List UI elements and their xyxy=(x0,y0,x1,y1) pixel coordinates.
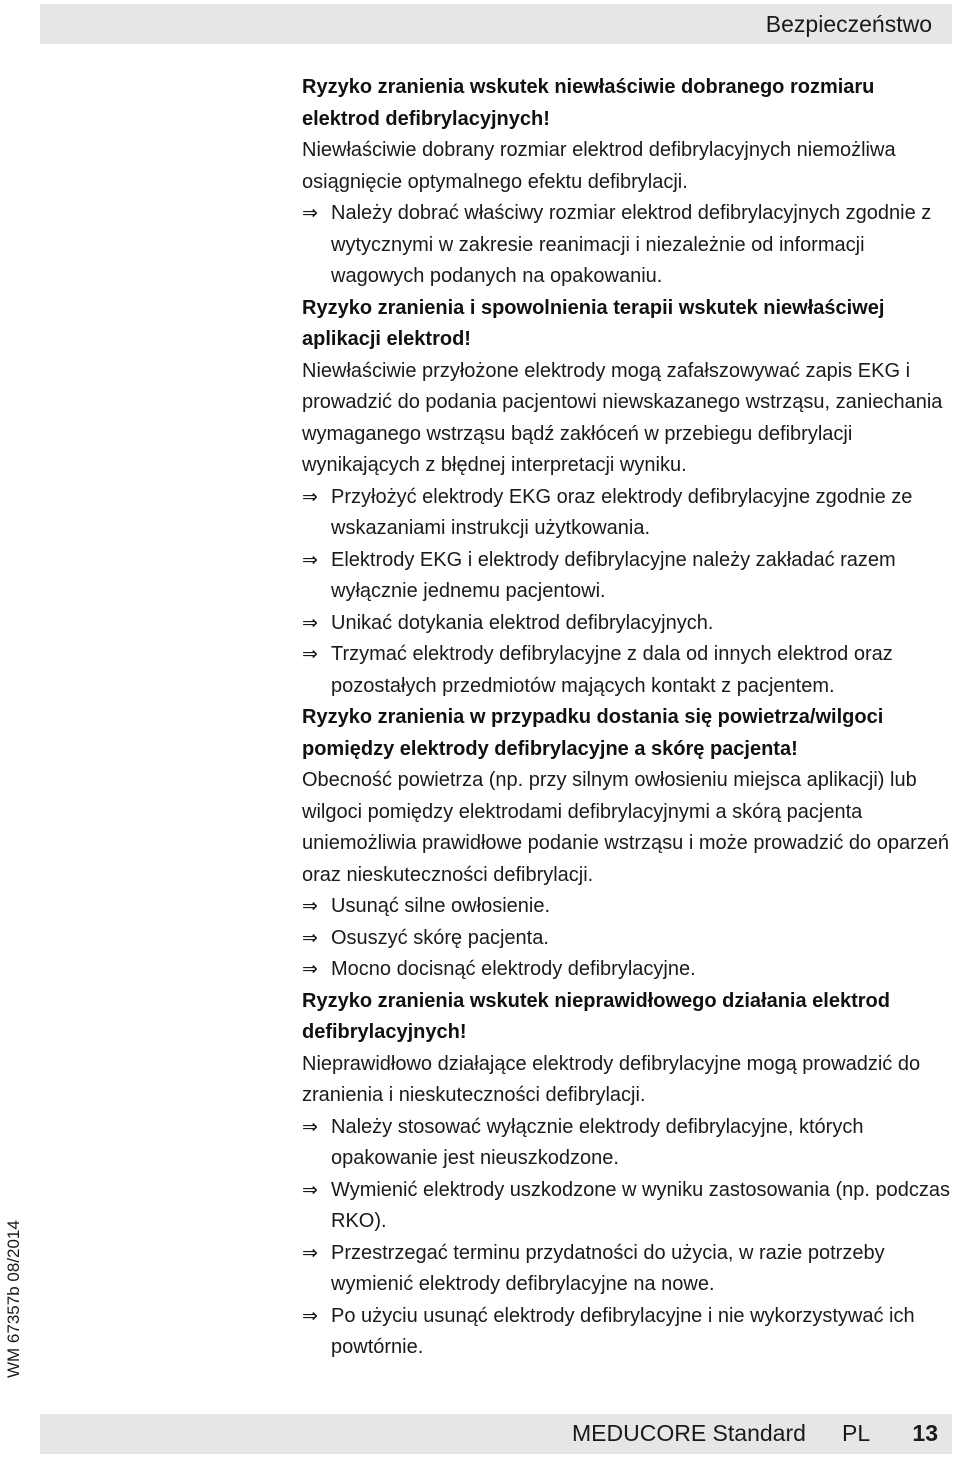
header-bar xyxy=(40,4,952,44)
warning-title: Ryzyko zranienia w przypadku dostania się powietrza/wilgoci pomiędzy elektrody defibrylacyjne a skórę pacjenta! xyxy=(302,706,884,760)
step-text: Przestrzegać terminu przydatności do użycia, w razie potrzeby wymienić elektrody defibrylacyjne na nowe. xyxy=(331,1241,885,1295)
arrow-icon: ⇒ xyxy=(302,1241,318,1264)
instruction-step xyxy=(302,639,954,702)
instruction-step xyxy=(302,482,954,545)
arrow-icon: ⇒ xyxy=(302,1304,318,1327)
arrow-icon: ⇒ xyxy=(302,643,318,665)
warning-description: Nieprawidłowo działające elektrody defibrylacyjne mogą prowadzić do zranienia i nieskuteczności defibrylacji. xyxy=(302,1052,921,1106)
instruction-step xyxy=(302,891,954,923)
instruction-step xyxy=(302,1301,954,1364)
instruction-step xyxy=(302,1238,954,1301)
step-text: Unikać dotykania elektrod defibrylacyjnych. xyxy=(331,611,714,634)
step-text: Mocno docisnąć elektrody defibrylacyjne. xyxy=(331,958,696,980)
step-text: Przyłożyć elektrody EKG oraz elektrody defibrylacyjne zgodnie ze wskazaniami instrukcji użytkowania. xyxy=(331,485,913,539)
warning-description: Obecność powietrza (np. przy silnym owłosieniu miejsca aplikacji) lub wilgoci pomiędzy elektrodami defibrylacyjnymi a skórą pacjenta uniemożliwia prawidłowe podanie wstrząsu i może prowadzić do oparzeń oraz nieskuteczności defibrylacji. xyxy=(302,769,949,886)
step-text: Usunąć silne owłosienie. xyxy=(331,895,551,917)
content xyxy=(302,72,954,1364)
warning-title: Ryzyko zranienia wskutek nieprawidłowego działania elektrod defibrylacyjnych! xyxy=(302,989,890,1043)
document-code: WM 67357b 08/2014 xyxy=(4,1220,23,1378)
step-text: Należy stosować wyłącznie elektrody defibrylacyjne, których opakowanie jest nieuszkodzone. xyxy=(331,1115,864,1169)
language-code: PL xyxy=(842,1420,871,1446)
instruction-step xyxy=(302,954,954,986)
step-text: Osuszyć skórę pacjenta. xyxy=(331,926,549,949)
step-text: Wymienić elektrody uszkodzone w wyniku zastosowania (np. podczas RKO). xyxy=(331,1178,950,1232)
arrow-icon: ⇒ xyxy=(302,548,318,571)
arrow-icon: ⇒ xyxy=(302,895,318,917)
instruction-step xyxy=(302,1175,954,1238)
instruction-step xyxy=(302,1112,954,1175)
step-text: Elektrody EKG i elektrody defibrylacyjne należy zakładać razem wyłącznie jednemu pacjentowi. xyxy=(331,548,896,602)
step-text: Należy dobrać właściwy rozmiar elektrod defibrylacyjnych zgodnie z wytycznymi w zakresie reanimacji i niezależnie od informacji wagowych podanych na opakowaniu. xyxy=(331,202,932,287)
warning-block xyxy=(302,72,954,293)
instruction-step xyxy=(302,923,954,955)
step-text: Trzymać elektrody defibrylacyjne z dala od innych elektrod oraz pozostałych przedmiotów mających kontakt z pacjentem. xyxy=(331,643,893,697)
warning-description: Niewłaściwie przyłożone elektrody mogą zafałszowywać zapis EKG i prowadzić do podania pacjentowi niewskazanego wstrząsu, zaniechania wymaganego wstrząsu bądź zakłóceń w przebiegu defibrylacji wynikających z błędnej interpretacji wyniku. xyxy=(302,359,943,476)
arrow-icon: ⇒ xyxy=(302,958,318,980)
arrow-icon: ⇒ xyxy=(302,1115,318,1138)
page-number: 13 xyxy=(912,1420,938,1446)
instruction-step xyxy=(302,198,954,293)
warning-block xyxy=(302,986,954,1364)
instruction-step xyxy=(302,608,954,640)
warning-title: Ryzyko zranienia wskutek niewłaściwie dobranego rozmiaru elektrod defibrylacyjnych! xyxy=(302,76,875,130)
product-name: MEDUCORE Standard xyxy=(572,1420,806,1446)
footer-bar xyxy=(40,1414,952,1454)
arrow-icon: ⇒ xyxy=(302,202,318,224)
arrow-icon: ⇒ xyxy=(302,485,318,508)
instruction-step xyxy=(302,545,954,608)
warning-description: Niewłaściwie dobrany rozmiar elektrod defibrylacyjnych niemożliwa osiągnięcie optymalnego efektu defibrylacji. xyxy=(302,139,896,193)
warning-title: Ryzyko zranienia i spowolnienia terapii wskutek niewłaściwej aplikacji elektrod! xyxy=(302,296,885,350)
warning-block xyxy=(302,702,954,986)
step-text: Po użyciu usunąć elektrody defibrylacyjne i nie wykorzystywać ich powtórnie. xyxy=(331,1304,915,1358)
arrow-icon: ⇒ xyxy=(302,611,318,634)
arrow-icon: ⇒ xyxy=(302,926,318,949)
warning-block xyxy=(302,293,954,703)
arrow-icon: ⇒ xyxy=(302,1178,318,1201)
section-title: Bezpieczeństwo xyxy=(765,11,932,37)
